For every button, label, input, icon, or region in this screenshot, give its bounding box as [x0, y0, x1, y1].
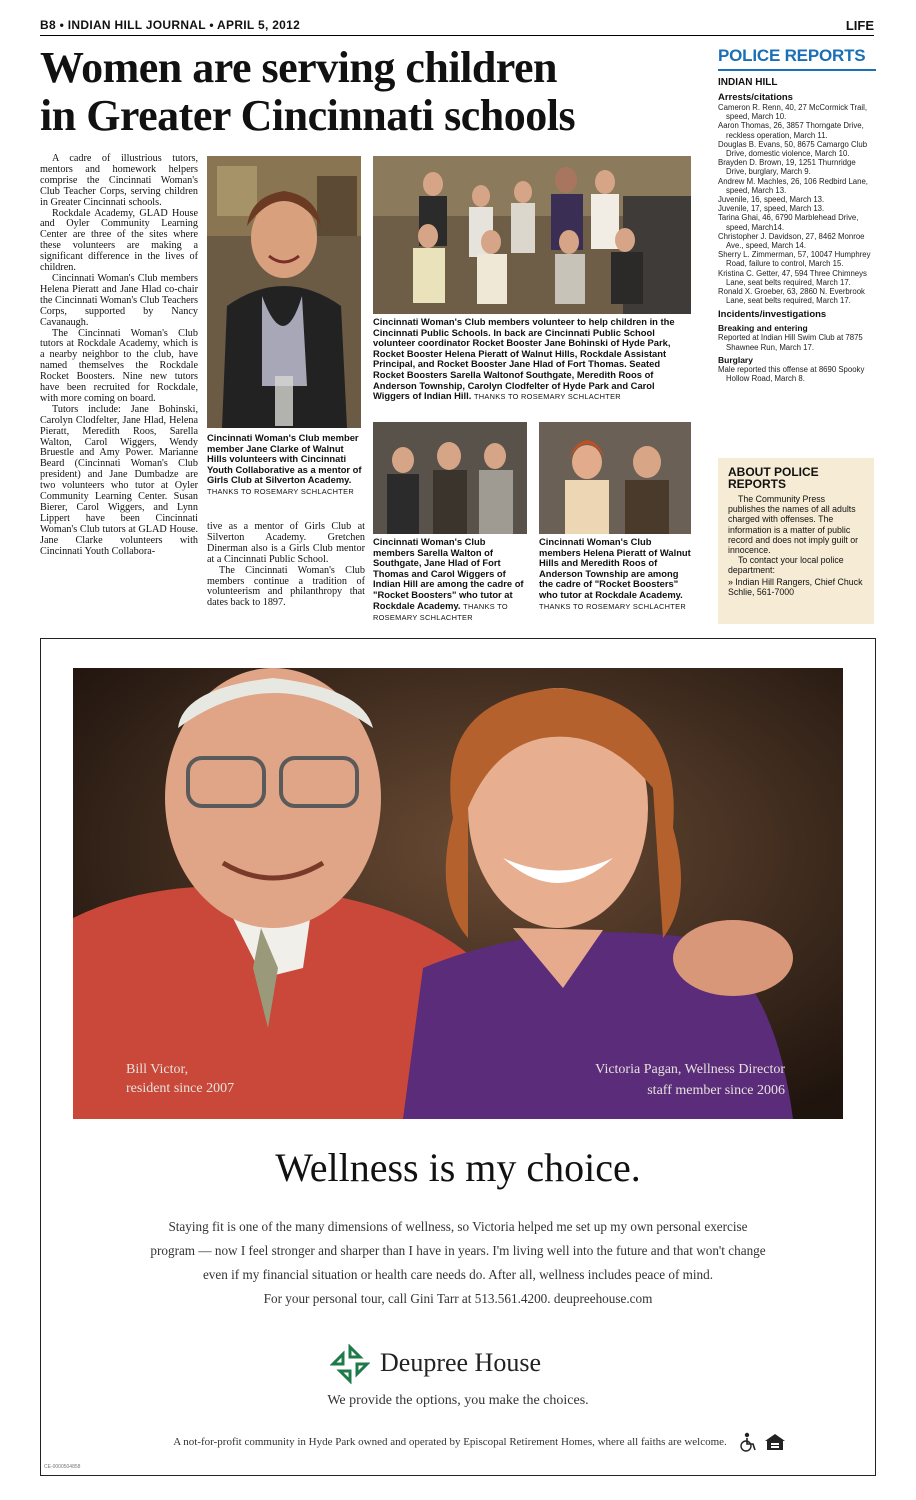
photo-group	[373, 156, 691, 314]
list-item: Christopher J. Davidson, 27, 8462 Monroe Ave., speed, March 14.	[718, 231, 865, 251]
list-item: Douglas B. Evans, 50, 8675 Camargo Club Drive, domestic violence, March 10.	[718, 139, 868, 159]
photo-credit: THANKS TO ROSEMARY SCHLACHTER	[373, 601, 508, 623]
ad-body-line: For your personal tour, call Gini Tarr at 513.561.4200. deupreehouse.com	[263, 1291, 653, 1306]
caption-text: Cincinnati Woman's Club members Sarella Walton of Southgate, Jane Hlad of Fort Thomas and Carol Wiggers of Indian Hill are among the cadre of "Rocket Boosters" who tutor at Rockdale Academy.	[373, 536, 524, 611]
list-item: Sherry L. Zimmerman, 57, 10047 Humphrey Road, failure to control, March 15.	[718, 250, 871, 269]
folio-date: APRIL 5, 2012	[217, 18, 301, 32]
folio-publication: INDIAN HILL JOURNAL	[67, 18, 206, 32]
ad-headline: Wellness is my choice.	[275, 1145, 641, 1190]
photo-jane-clarke	[207, 156, 361, 428]
caption-text: Cincinnati Woman's Club members volunteer to help children in the Cincinnati Public Schools. In back are Cincinnati Public School volunteer coordinator Rocket Booster Jane Bohinski of Hyde Park, Rocket Booster Helena Pieratt of Walnut Hills, Rockdale Assistant Principal, and Rocket Booster Jane Hlad of Fort Thomas. Seated Rocket Boosters Sarella Waltonof Southgate, Meredith Roos of Anderson Township, Carolyn Clodfelter of Hyde Park and Carol Wiggers of Indian Hill.	[373, 316, 675, 402]
ad-photo-illustration	[73, 668, 843, 1119]
section-label: LIFE	[845, 18, 874, 33]
police-area: INDIAN HILL	[718, 77, 778, 88]
group-photo-illustration	[373, 156, 691, 314]
folio-bullet: •	[209, 18, 214, 32]
about-police-reports-box	[718, 458, 874, 624]
ad-body	[90, 1215, 826, 1311]
story-paragraph: A cadre of illustrious tutors, mentors and homework helpers comprise the Cincinnati Woman's Club Teacher Corps, serving children in Greater Cincinnati schools.	[40, 153, 198, 208]
about-paragraph: To contact your local police department:	[728, 555, 844, 576]
list-item: Juvenile, 16, speed, March 13.	[718, 195, 825, 205]
list-item: Cameron R. Renn, 40, 27 McCormick Trail, speed, March 10.	[718, 103, 868, 122]
story-paragraph: Tutors include: Jane Bohinski, Carolyn Clodfelter, Jane Hlad, Helena Pieratt, Meredith Roos, Sarella Walton, Carol Wiggers, Wendy Bruestle and Amy Power. Marianne Beard (Cincinnati Woman's Club president) and Jane Dumbadze are two volunteers who tutor at Oyler Community Learning Center. Susan Bierer, Carol Wiggers, and Lynn Lippert have been Cincinnati Woman's Club tutors at GLAD House. Jane Clarke volunteers with Cincinnati Youth Collabora-	[40, 403, 198, 557]
ad-body-line: Staying fit is one of the many dimensions of wellness, so Victoria helped me set up my own personal exercise	[168, 1219, 748, 1234]
list-item: Tarina Ghai, 46, 6790 Marblehead Drive, speed, March14.	[718, 213, 859, 232]
caption-group	[373, 317, 691, 403]
list-item: Andrew M. Machles, 26, 106 Redbird Lane, speed, March 13.	[718, 176, 868, 195]
headline-line-2: in Greater Cincinnati schools	[40, 91, 576, 140]
folio	[40, 18, 300, 32]
duo-photo-illustration	[539, 422, 691, 534]
police-reports	[718, 46, 876, 383]
photo-credit: THANKS TO ROSEMARY SCHLACHTER	[473, 392, 621, 402]
story-paragraph: The Cincinnati Woman's Club tutors at Rockdale Academy, which is a nearby neighbor to the club, have named themselves the Rockdale Rocket Boosters. Nine new tutors have been recruited for Rockdale, with more coming on board.	[40, 327, 198, 404]
ad-body-line: program — now I feel stronger and sharper than I have in years. I'm living well into the future and that won't change	[150, 1243, 766, 1258]
list-item: Male reported this offense at 8690 Spooky Hollow Road, March 8.	[718, 364, 865, 384]
incidents-heading: Incidents/investigations	[718, 309, 827, 321]
deupree-house-logo	[330, 1344, 600, 1384]
story-column-1	[40, 154, 198, 558]
list-item: Juvenile, 17, speed, March 13.	[718, 204, 825, 214]
accessibility-icon	[738, 1432, 760, 1452]
ad-footer-text: A not-for-profit community in Hyde Park owned and operated by Episcopal Retirement Homes, where all faiths are welcome.	[173, 1436, 727, 1448]
trio-photo-illustration	[373, 422, 527, 534]
about-paragraph: The Community Press publishes the names of all adults charged with offenses. The information is a matter of public record and does not imply guilt or innocence.	[728, 494, 859, 556]
caption-duo	[539, 537, 691, 612]
story-paragraph: Rockdale Academy, GLAD House and Oyler Community Learning Center are three of the sites where these volunteers are making a significant difference in the lives of children.	[40, 207, 198, 274]
ad-left-name: Bill Victor,	[126, 1062, 189, 1077]
list-item: Kristina C. Getter, 47, 594 Three Chimneys Lane, seat belts required, March 17.	[718, 268, 867, 287]
story-paragraph: Cincinnati Woman's Club members Helena Pieratt and Jane Hlad co-chair the Cincinnati Woman's Club Teachers Corps, supported by Nancy Cavanaugh.	[40, 272, 198, 328]
list-item: Brayden D. Brown, 19, 1251 Thurnridge Drive, burglary, March 9.	[718, 158, 856, 177]
ad-body-line: even if my financial situation or health care needs do. After all, wellness includes peace of mind.	[202, 1267, 714, 1282]
ad-tagline: We provide the options, you make the choices.	[327, 1393, 589, 1408]
deupree-logo-icon	[330, 1344, 370, 1384]
story-column-2	[207, 522, 365, 609]
list-item: Aaron Thomas, 26, 3857 Thorngate Drive, reckless operation, March 11.	[718, 121, 864, 140]
caption-trio	[373, 537, 527, 624]
photo-credit: THANKS TO ROSEMARY SCHLACHTER	[539, 601, 686, 611]
folio-bullet: •	[59, 18, 65, 32]
photo-trio	[373, 422, 527, 534]
ad-right-role: staff member since 2006	[647, 1083, 785, 1098]
photo-duo	[539, 422, 691, 534]
about-text	[728, 494, 864, 597]
about-contact: » Indian Hill Rangers, Chief Chuck Schlie, 561-7000	[728, 576, 863, 597]
ad-code: CE-0000504858	[44, 1464, 81, 1470]
ad-right-name: Victoria Pagan, Wellness Director	[595, 1062, 785, 1077]
arrests-list	[718, 103, 876, 305]
arrests-heading: Arrests/citations	[718, 92, 793, 103]
story-paragraph: The Cincinnati Woman's Club members continue a tradition of volunteerism and philanthropy that dates back to 1897.	[207, 564, 365, 609]
headline-line-1: Women are serving children	[40, 43, 558, 92]
ad-photo	[73, 668, 843, 1119]
equal-housing-icon	[762, 1432, 788, 1452]
police-reports-title: POLICE REPORTS	[718, 46, 876, 71]
burglary-heading: Burglary	[718, 354, 753, 365]
list-item: Ronald X. Groeber, 63, 2860 N. Everbrook Lane, seat belts required, March 17.	[718, 287, 865, 306]
breaking-heading: Breaking and entering	[718, 323, 808, 334]
headline	[40, 44, 680, 140]
ad-footer	[100, 1436, 800, 1448]
caption-text: Cincinnati Woman's Club members Helena Pieratt of Walnut Hills and Meredith Roos of Anderson Township are among the cadre of "Rocket Boosters" who tutor at Rockdale Academy.	[539, 536, 691, 600]
portrait-illustration	[207, 156, 361, 428]
story-paragraph: tive as a mentor of Girls Club at Silverton Academy. Gretchen Dinerman also is a Girls Club mentor at a Cincinnati Public School.	[207, 521, 365, 565]
top-rule	[40, 35, 874, 36]
folio-page: B8	[40, 18, 56, 32]
list-item: Reported at Indian Hill Swim Club at 7875 Shawnee Run, March 17.	[718, 333, 863, 352]
about-title: ABOUT POLICE REPORTS	[728, 465, 819, 491]
caption-text: Cincinnati Woman's Club member member Jane Clarke of Walnut Hills volunteers with Cincinnati Youth Collaborative as a mentor of Girls Club at Silverton Academy.	[207, 432, 362, 486]
caption-jane-clarke	[207, 433, 363, 498]
photo-credit: THANKS TO ROSEMARY SCHLACHTER	[207, 486, 354, 496]
brand-name: Deupree House	[380, 1348, 541, 1377]
ad-left-role: resident since 2007	[126, 1081, 235, 1096]
